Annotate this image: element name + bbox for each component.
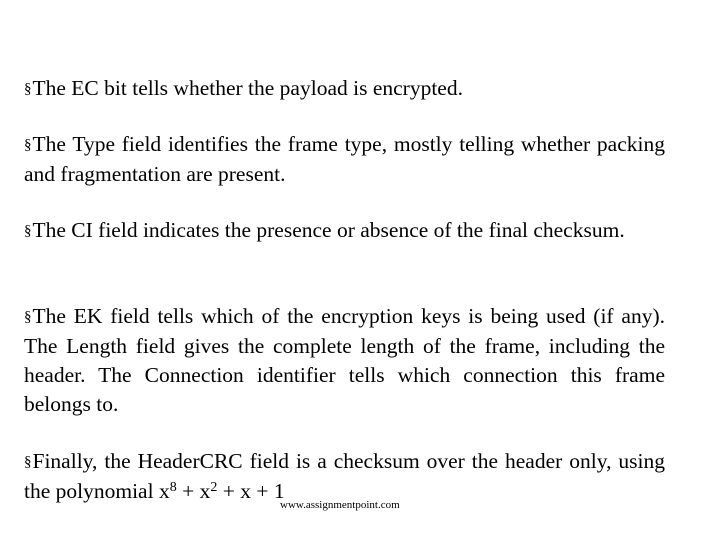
bullet-icon: § xyxy=(24,137,32,153)
paragraph-text: The EK field tells which of the encryption keys is being used (if any). The Length field gives the complete length of the frame, including the header. The Connection identifier tells which connection this frame belongs to. xyxy=(24,304,665,416)
poly-plus: + xyxy=(256,479,269,503)
poly-plus: + xyxy=(222,479,235,503)
bullet-icon: § xyxy=(24,223,32,239)
paragraph-ci-field xyxy=(24,216,665,246)
polynomial xyxy=(159,479,285,503)
paragraph-text: The Type field identifies the frame type, mostly telling whether packing and fragmentation are present. xyxy=(24,132,665,186)
paragraph-text: The CI field indicates the presence or absence of the final checksum. xyxy=(32,218,625,242)
paragraph-type-field xyxy=(24,130,665,189)
paragraph-text: The EC bit tells whether the payload is encrypted. xyxy=(32,76,463,100)
poly-term-x8: x xyxy=(158,479,170,503)
bullet-icon: § xyxy=(24,454,32,470)
paragraph-ek-field xyxy=(24,302,665,419)
poly-exponent-2: 2 xyxy=(210,480,218,495)
paragraph-text: Finally, the HeaderCRC field is a checksum over the header only, using the polynomial xyxy=(24,449,665,503)
poly-exponent-8: 8 xyxy=(169,480,177,495)
bullet-icon: § xyxy=(24,309,32,325)
poly-constant: 1 xyxy=(273,479,285,503)
watermark-url: www.assignmentpoint.com xyxy=(280,499,400,511)
poly-plus: + xyxy=(182,479,195,503)
poly-term-x: x xyxy=(240,479,251,503)
bullet-icon: § xyxy=(24,81,32,97)
poly-term-x2: x xyxy=(199,479,211,503)
paragraph-ec-bit xyxy=(24,74,665,104)
